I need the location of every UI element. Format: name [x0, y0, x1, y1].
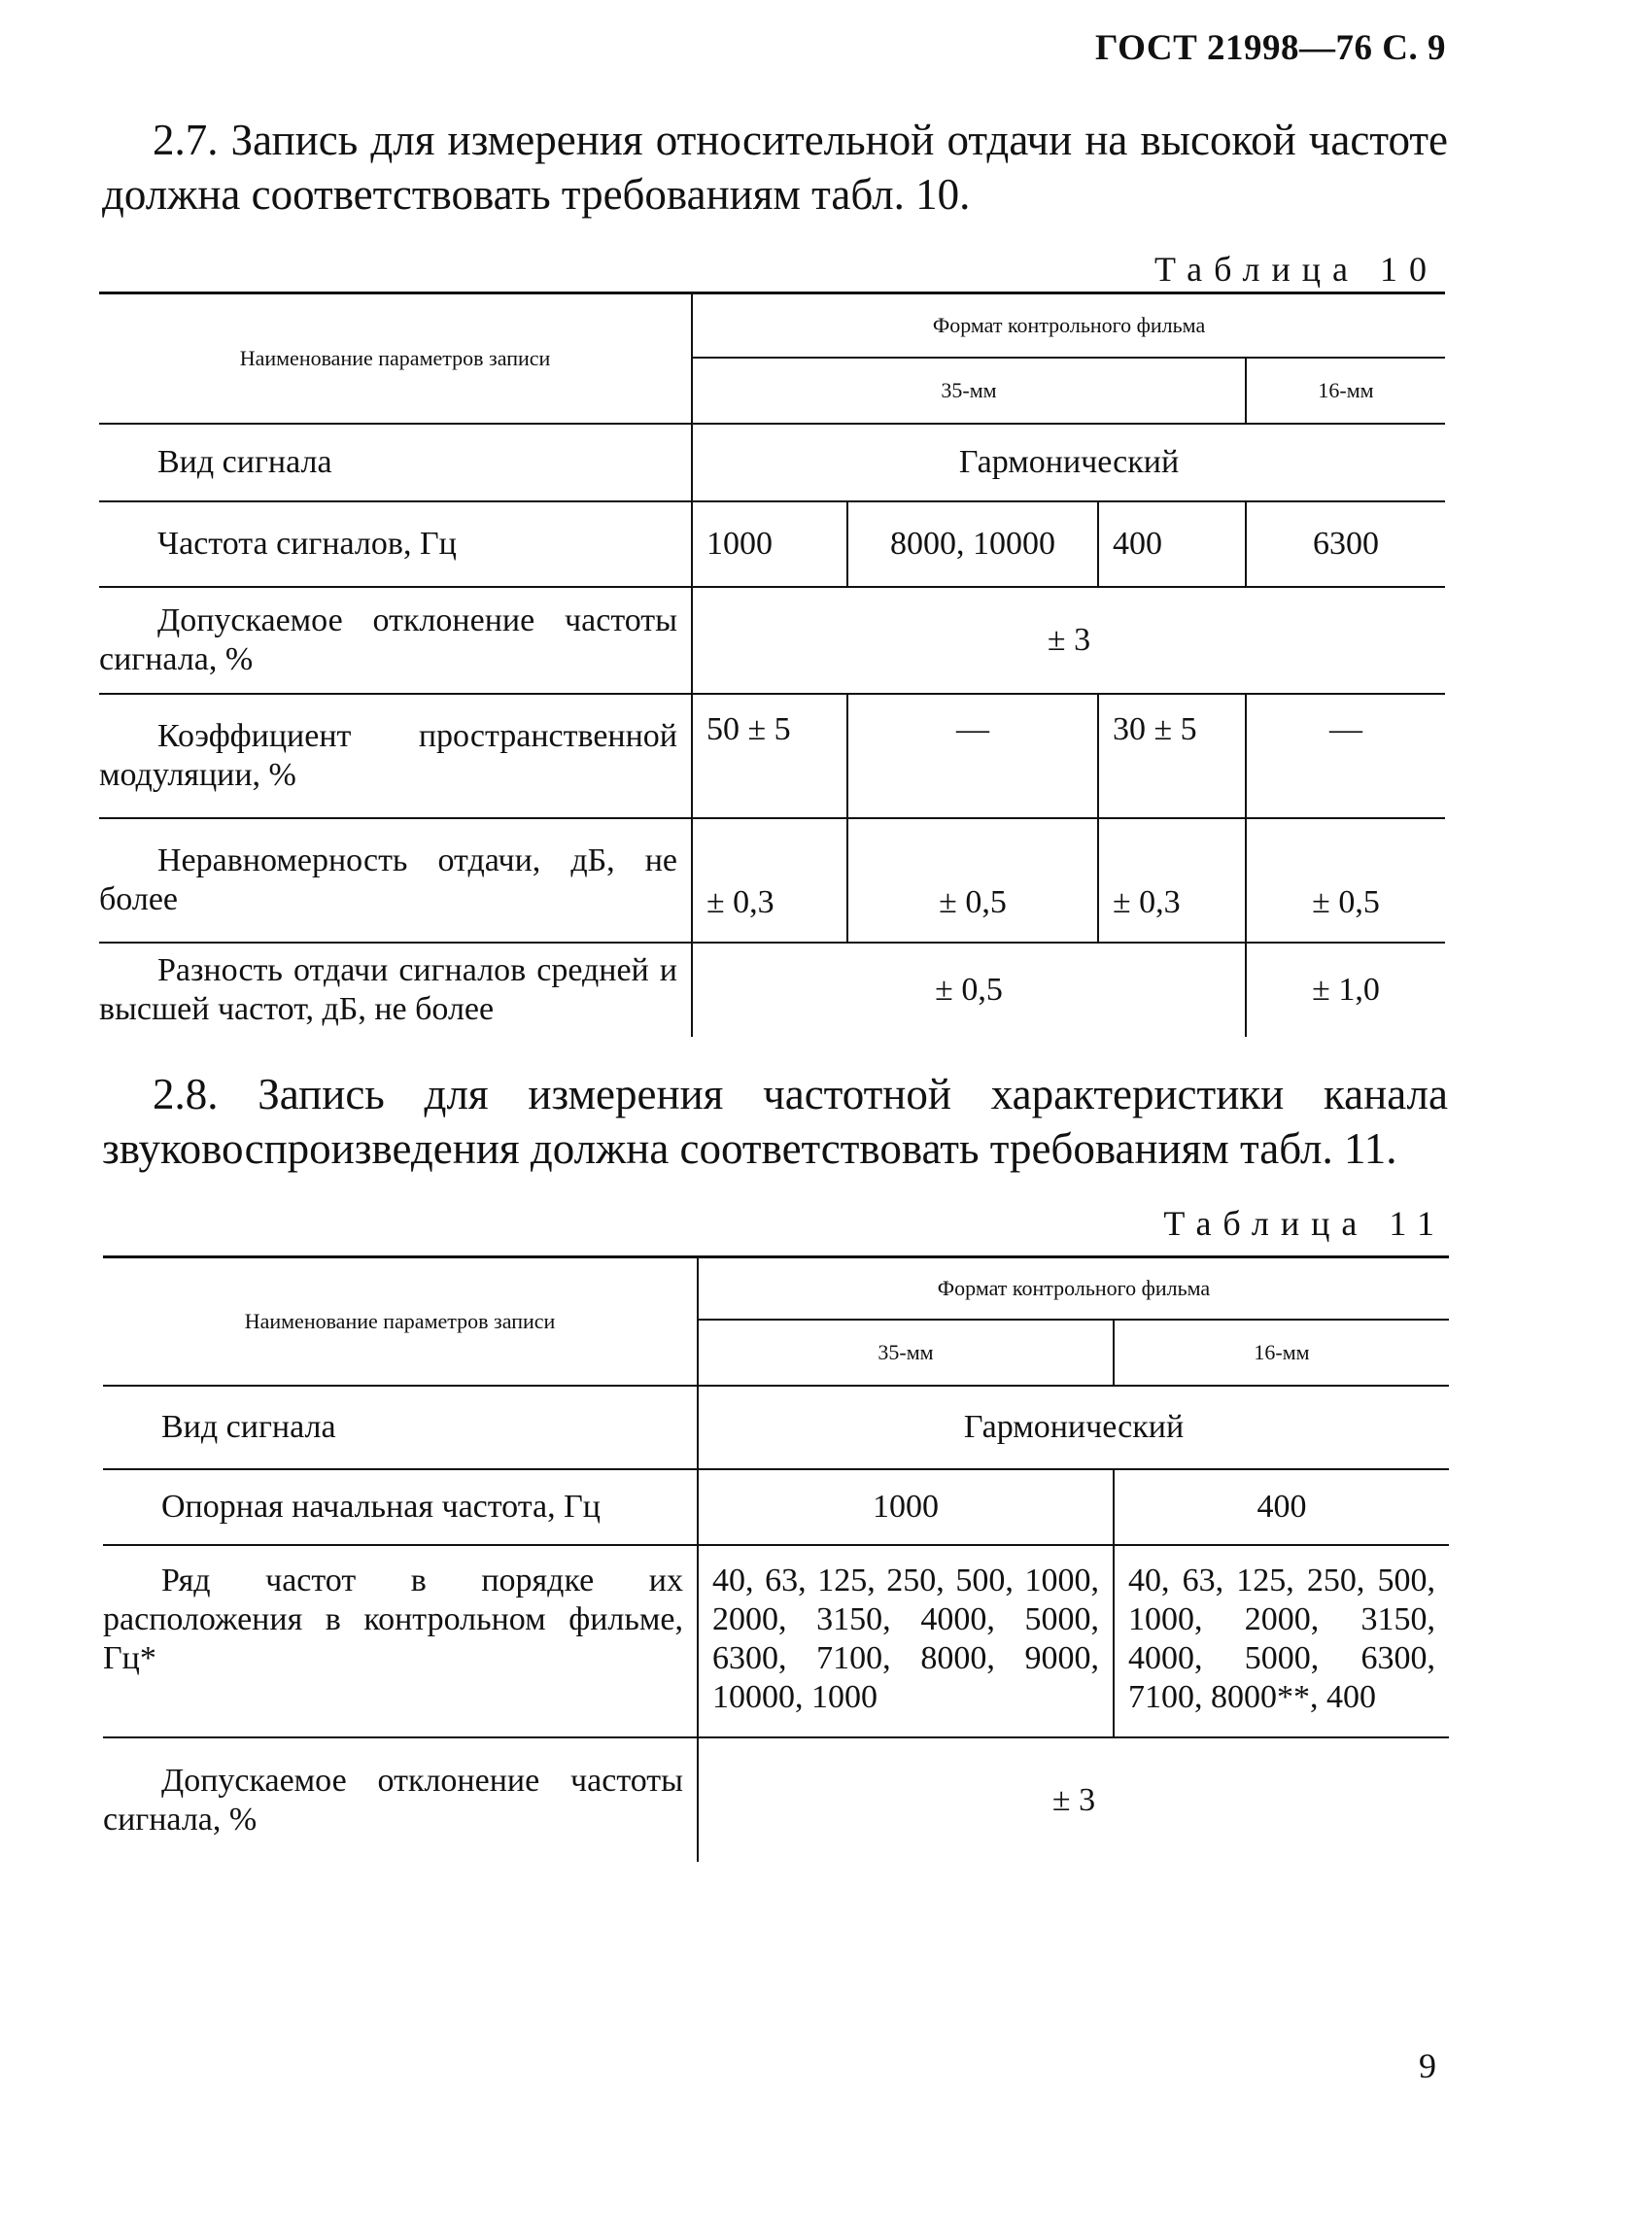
table-11-col-16: 16-мм [1114, 1320, 1449, 1386]
row-value: — [1246, 694, 1445, 818]
row-value: 6300 [1246, 501, 1445, 587]
row-value: ± 1,0 [1246, 943, 1445, 1037]
table-10 [99, 292, 1445, 1037]
table-row [103, 1737, 1449, 1862]
table-11-col-35: 35-мм [698, 1320, 1114, 1386]
table-row [99, 694, 1445, 818]
table-10-col-format-header: Формат контрольного фильма [692, 293, 1445, 359]
row-value: 40, 63, 125, 250, 500, 1000, 2000, 3150, 4000, 5000, 6300, 7100, 8000**, 400 [1114, 1545, 1449, 1737]
table-10-col-name-header: Наименование параметров записи [99, 293, 692, 425]
table-row [99, 424, 1445, 501]
table-10-caption: Таблица 10 [1154, 250, 1438, 289]
table-row [99, 501, 1445, 587]
row-value: ± 3 [698, 1737, 1449, 1862]
row-value: — [847, 694, 1098, 818]
row-value: Гармонический [692, 424, 1445, 501]
row-label: Частота сигналов, Гц [99, 501, 692, 587]
table-10-header-row [99, 293, 1445, 359]
row-value: 40, 63, 125, 250, 500, 1000, 2000, 3150, 4000, 5000, 6300, 7100, 8000, 9000, 10000, 1000 [698, 1545, 1114, 1737]
table-row [103, 1545, 1449, 1737]
table-row [99, 943, 1445, 1037]
table-row [103, 1386, 1449, 1469]
document-header: ГОСТ 21998—76 С. 9 [1095, 28, 1446, 68]
table-10-col-16: 16-мм [1246, 358, 1445, 424]
row-label: Ряд частот в порядке их расположения в контрольном фильме, Гц* [103, 1545, 698, 1737]
paragraph-2-8-text: 2.8. Запись для измерения частотной характеристики канала звуковоспроизведения должна соответствовать требованиям табл. 11. [102, 1070, 1448, 1173]
row-label: Опорная начальная частота, Гц [103, 1469, 698, 1545]
paragraph-2-8 [102, 1067, 1448, 1176]
row-value: 1000 [692, 501, 847, 587]
table-row [99, 818, 1445, 943]
row-value: 8000, 10000 [847, 501, 1098, 587]
row-label: Разность отдачи сигналов средней и высшей частот, дБ, не более [99, 952, 677, 1027]
row-value: ± 0,5 [847, 818, 1098, 943]
row-label: Вид сигнала [103, 1386, 698, 1469]
row-value: ± 0,3 [1098, 818, 1246, 943]
row-value: 30 ± 5 [1098, 694, 1246, 818]
row-label: Вид сигнала [99, 424, 692, 501]
paragraph-2-7-text: 2.7. Запись для измерения относительной отдачи на высокой частоте должна соответствовать требованиям табл. 10. [102, 116, 1448, 219]
table-row [103, 1469, 1449, 1545]
table-11-caption: Таблица 11 [1163, 1204, 1446, 1243]
row-label: Коэффициент пространственной модуляции, % [99, 694, 692, 818]
table-11-header-row [103, 1257, 1449, 1321]
table-11-col-name-header: Наименование параметров записи [103, 1257, 698, 1387]
row-label: Допускаемое отклонение частоты сигнала, % [103, 1762, 683, 1838]
row-value: 400 [1098, 501, 1246, 587]
row-label: Допускаемое отклонение частоты сигнала, % [99, 587, 692, 694]
row-value: ± 0,5 [1246, 818, 1445, 943]
row-value: 50 ± 5 [692, 694, 847, 818]
page-number: 9 [1419, 2046, 1436, 2085]
row-value: ± 0,5 [692, 943, 1246, 1037]
row-value: Гармонический [698, 1386, 1449, 1469]
row-value: 1000 [698, 1469, 1114, 1545]
row-value: ± 3 [692, 587, 1445, 694]
row-label: Неравномерность отдачи, дБ, не более [99, 818, 692, 943]
row-value: 400 [1114, 1469, 1449, 1545]
row-value: ± 0,3 [692, 818, 847, 943]
table-row [99, 587, 1445, 694]
table-11-col-format-header: Формат контрольного фильма [698, 1257, 1449, 1321]
table-10-col-35: 35-мм [692, 358, 1246, 424]
paragraph-2-7 [102, 113, 1448, 222]
table-11 [103, 1255, 1449, 1862]
